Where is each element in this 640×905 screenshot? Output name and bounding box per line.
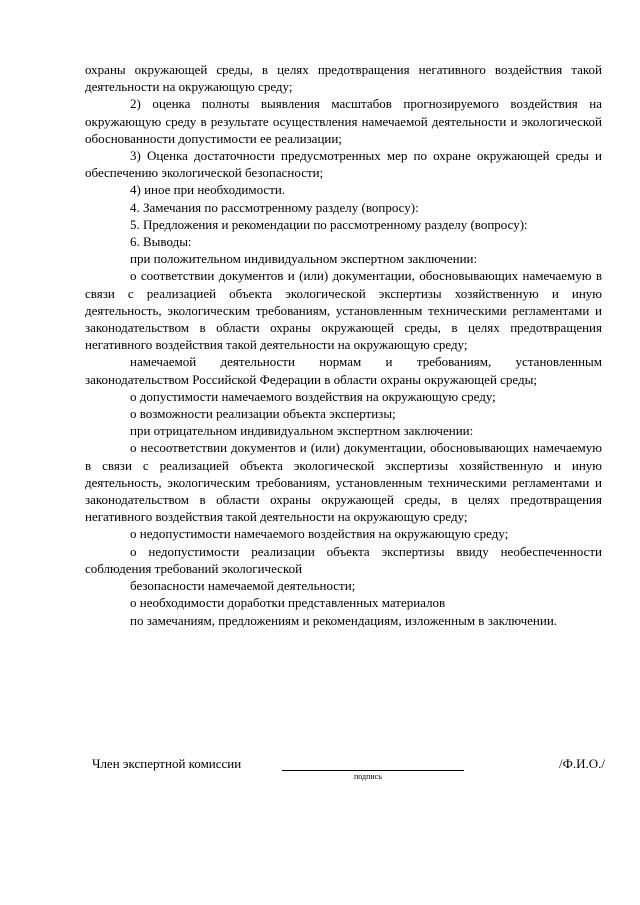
paragraph: охраны окружающей среды, в целях предотвращения негативного воздействия такой деятельности на окружающую среду; [85,62,602,95]
paragraph: 4. Замечания по рассмотренному разделу (вопросу): [130,199,419,215]
paragraph: по замечаниям, предложениям и рекомендациям, изложенным в заключении. [130,612,558,628]
paragraph: о недопустимости реализации объекта экспертизы ввиду необеспеченности соблюдения требований экологической [85,543,602,576]
paragraph: 2) оценка полноты выявления масштабов прогнозируемого воздействия на окружающую среду в результате осуществления намечаемой деятельности и экологической обоснованности допустимости ее реализации; [85,96,602,146]
paragraph: безопасности намечаемой деятельности; [130,578,356,594]
paragraph: при отрицательном индивидуальном экспертном заключении: [130,423,474,439]
fio-placeholder: /Ф.И.О./ [558,756,605,771]
signature-line [282,770,464,771]
paragraph: о возможности реализации объекта экспертизы; [130,406,396,422]
paragraph: 6. Выводы: [130,234,192,250]
signature-label: Член экспертной комиссии [92,756,242,771]
document-body [85,61,602,629]
signature-block [92,756,605,786]
paragraph: 3) Оценка достаточности предусмотренных мер по охране окружающей среды и обеспечению экологической безопасности; [85,148,602,181]
paragraph: 4) иное при необходимости. [130,182,286,198]
paragraph: 5. Предложения и рекомендации по рассмотренному разделу (вопросу): [130,216,528,232]
paragraph: о недопустимости намечаемого воздействия на окружающую среду; [130,526,509,542]
paragraph: при положительном индивидуальном экспертном заключении: [130,251,478,267]
paragraph: о допустимости намечаемого воздействия на окружающую среду; [130,388,496,404]
paragraph: о соответствии документов и (или) документации, обосновывающих намечаемую в связи с реализацией объекта экологической экспертизы хозяйственную и иную деятельность, экологическим требованиям, установленным техническими регламентами и законодательством в области охраны окружающей среды, в целях предотвращения негативного воздействия такой деятельности на окружающую среду; [85,268,602,353]
paragraph: о необходимости доработки представленных материалов [130,595,446,611]
paragraph: намечаемой деятельности нормам и требованиям, установленным законодательством Российской Федерации в области охраны окружающей среды; [85,354,602,387]
paragraph: о несоответствии документов и (или) документации, обосновывающих намечаемую в связи с реализацией объекта экологической экспертизы хозяйственную и иную деятельность, экологическим требованиям, установленным техническими регламентами и законодательством в области охраны окружающей среды, в целях предотвращения негативного воздействия такой деятельности на окружающую среду; [85,440,602,525]
signature-caption: подпись [354,772,382,781]
